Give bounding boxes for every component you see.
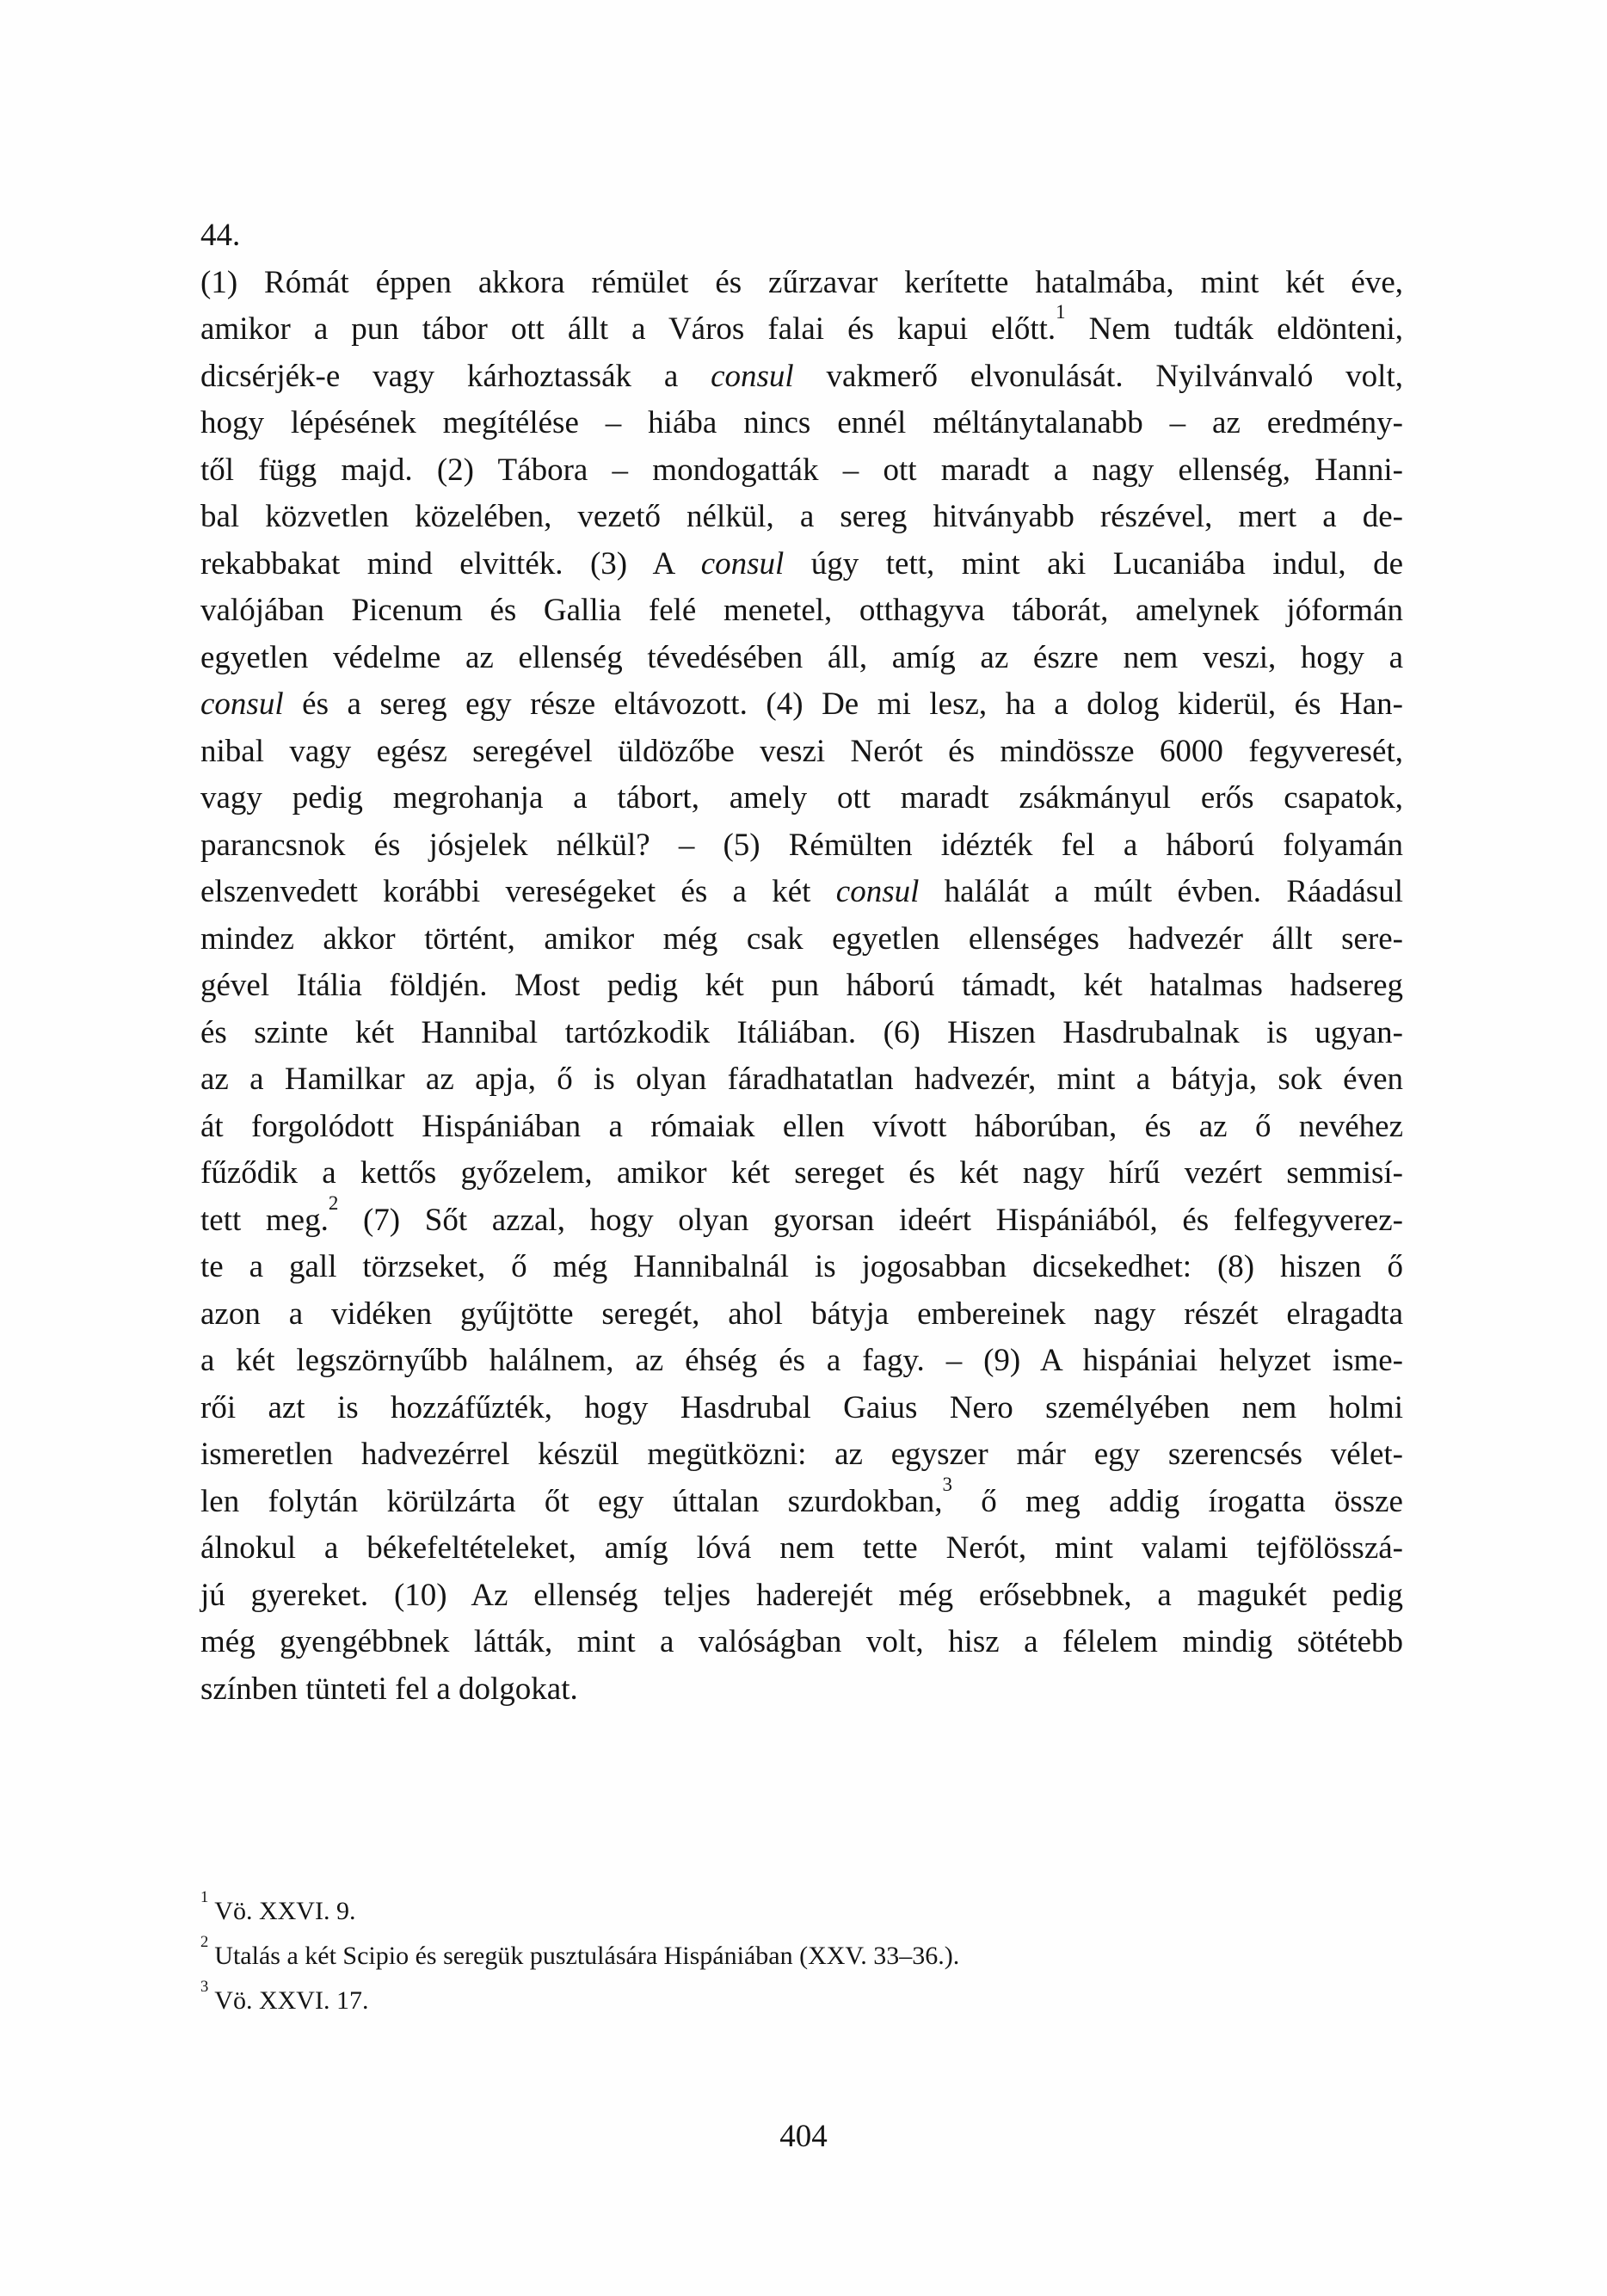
footnote-ref: 3: [942, 1473, 952, 1495]
body-line: [200, 1104, 1403, 1151]
text-segment: fűződik a kettős győzelem, amikor két sereget és két nagy hírű vezért semmisí-: [200, 1155, 1403, 1191]
body-line: [200, 1291, 1403, 1339]
text-segment: álnokul a békefeltételeket, amíg lóvá nem tette Nerót, mint valami tejfölösszá-: [200, 1530, 1403, 1566]
text-segment: még gyengébbnek látták, mint a valóságban volt, hisz a félelem mindig sötétebb: [200, 1624, 1403, 1659]
body-line: [200, 1573, 1403, 1620]
body-line: [200, 963, 1403, 1010]
body-line: [200, 635, 1403, 682]
text-segment: halálát a múlt évben. Ráadásul: [919, 874, 1403, 909]
footnote: [200, 1889, 1403, 1934]
text-segment: től függ majd. (2) Tábora – mondogatták – ott maradt a nagy ellenség, Hanni-: [200, 452, 1403, 488]
body-line: [200, 822, 1403, 870]
footnote: [200, 1979, 1403, 2023]
body-line: [200, 1010, 1403, 1057]
text-segment: bal közvetlen közelében, vezető nélkül, a sereg hitványabb részével, mert a de-: [200, 499, 1403, 534]
italic-term: consul: [700, 545, 785, 582]
main-text-block: [200, 212, 1403, 1713]
text-segment: ő meg addig írogatta össze: [951, 1483, 1403, 1519]
text-segment: dicsérjék-e vagy kárhoztassák a: [200, 358, 711, 394]
footnote: [200, 1934, 1403, 1979]
text-segment: vagy pedig megrohanja a tábort, amely ott maradt zsákmányul erős csapatok,: [200, 780, 1403, 816]
text-segment: nibal vagy egész seregével üldözőbe veszi Nerót és mindössze 6000 fegyveresét,: [200, 733, 1403, 769]
body-line: [200, 494, 1403, 541]
text-segment: valójában Picenum és Gallia felé menetel, otthagyva táborát, amelynek jóformán: [200, 593, 1403, 628]
footnote-text: Vö. XXVI. 9.: [214, 1897, 356, 1925]
footnote-ref: 2: [328, 1191, 339, 1214]
text-segment: ismeretlen hadvezérrel készül megütközni: az egyszer már egy szerencsés vélet-: [200, 1437, 1403, 1472]
body-line: [200, 729, 1403, 776]
body-line: [200, 400, 1403, 447]
body-line: [200, 260, 1403, 307]
text-segment: amikor a pun tábor ott állt a Város falai és kapui előtt.: [200, 311, 1056, 347]
text-segment: hogy lépésének megítélése – hiába nincs ennél méltánytalanabb – az eredmény-: [200, 405, 1403, 440]
body-line: [200, 354, 1403, 401]
body-line: [200, 1666, 1403, 1714]
body-line: [200, 1150, 1403, 1197]
body-line: [200, 681, 1403, 729]
text-segment: az a Hamilkar az apja, ő is olyan fáradhatatlan hadvezér, mint a bátyja, sok éven: [200, 1062, 1403, 1097]
section-number: 44.: [200, 218, 241, 253]
body-line: [200, 1191, 1404, 1245]
text-segment: színben tünteti fel a dolgokat.: [200, 1671, 578, 1707]
text-segment: parancsnok és jósjelek nélkül? – (5) Rémülten idézték fel a háború folyamán: [200, 827, 1403, 863]
footnote-text: Utalás a két Scipio és seregük pusztulására Hispániában (XXV. 33–36.).: [214, 1942, 960, 1970]
footnote-ref: 1: [1056, 301, 1066, 323]
body-line: [200, 1619, 1403, 1666]
text-segment: (7) Sőt azzal, hogy olyan gyorsan ideért Hispániából, és felfegyverez-: [338, 1202, 1404, 1238]
body-line: [200, 1431, 1403, 1479]
body-line: [200, 1525, 1403, 1573]
body-line: [200, 1056, 1403, 1104]
text-segment: rekabbakat mind elvitték. (3) A: [200, 545, 701, 582]
page-number: 404: [779, 2119, 828, 2154]
body-line: [200, 1473, 1403, 1526]
text-segment: úgy tett, mint aki Lucaniába indul, de: [784, 545, 1404, 582]
text-segment: egyetlen védelme az ellenség tévedésében áll, amíg az észre nem veszi, hogy a: [200, 639, 1403, 675]
body-line: [200, 1338, 1403, 1385]
body-line: [200, 301, 1403, 354]
body-line: [200, 775, 1403, 822]
text-segment: a két legszörnyűbb halálnem, az éhség és a fagy. – (9) A hispániai helyzet isme-: [200, 1343, 1403, 1378]
body-text: [200, 260, 1403, 1714]
text-segment: rői azt is hozzáfűzték, hogy Hasdrubal Gaius Nero személyében nem holmi: [200, 1389, 1403, 1425]
text-segment: át forgolódott Hispániában a rómaiak ellen vívott háborúban, és az ő nevéhez: [200, 1108, 1403, 1144]
text-segment: tett meg.: [200, 1202, 329, 1238]
text-segment: Nem tudták eldönteni,: [1065, 311, 1403, 347]
body-line: [200, 541, 1403, 588]
text-segment: mindez akkor történt, amikor még csak egyetlen ellenséges hadvezér állt sere-: [200, 920, 1403, 957]
footnote-marker: 1: [200, 1887, 209, 1906]
footnotes: [200, 1889, 1403, 2023]
body-line: [200, 588, 1403, 635]
text-segment: és szinte két Hannibal tartózkodik Itáliában. (6) Hiszen Hasdrubalnak is ugyan-: [200, 1014, 1403, 1050]
body-line: [200, 447, 1403, 495]
italic-term: consul: [711, 358, 794, 394]
italic-term: consul: [835, 874, 920, 909]
text-segment: te a gall törzseket, ő még Hannibalnál is jogosabban dicsekedhet: (8) hiszen ő: [200, 1249, 1403, 1284]
body-line: [200, 916, 1403, 963]
footnote-marker: 3: [200, 1977, 209, 1996]
text-segment: (1) Rómát éppen akkora rémület és zűrzavar kerítette hatalmába, mint két éve,: [200, 264, 1403, 300]
text-segment: jú gyereket. (10) Az ellenség teljes haderejét még erősebbnek, a magukét pedig: [200, 1577, 1403, 1613]
text-segment: len folytán körülzárta őt egy úttalan szurdokban,: [200, 1483, 943, 1519]
body-line: [200, 1385, 1403, 1432]
text-segment: vakmerő elvonulását. Nyilvánvaló volt,: [793, 358, 1403, 394]
body-line: [200, 1244, 1403, 1291]
body-line: [200, 869, 1403, 916]
text-segment: gével Itália földjén. Most pedig két pun háború támadt, két hatalmas hadsereg: [200, 968, 1403, 1003]
italic-term: consul: [200, 686, 284, 722]
text-segment: elszenvedett korábbi vereségeket és a két: [200, 874, 836, 909]
text-segment: azon a vidéken gyűjtötte seregét, ahol bátyja embereinek nagy részét elragadta: [200, 1296, 1403, 1332]
footnote-text: Vö. XXVI. 17.: [214, 1986, 369, 2015]
text-segment: és a sereg egy része eltávozott. (4) De mi lesz, ha a dolog kiderül, és Han-: [283, 686, 1403, 722]
footnote-marker: 2: [200, 1932, 209, 1951]
